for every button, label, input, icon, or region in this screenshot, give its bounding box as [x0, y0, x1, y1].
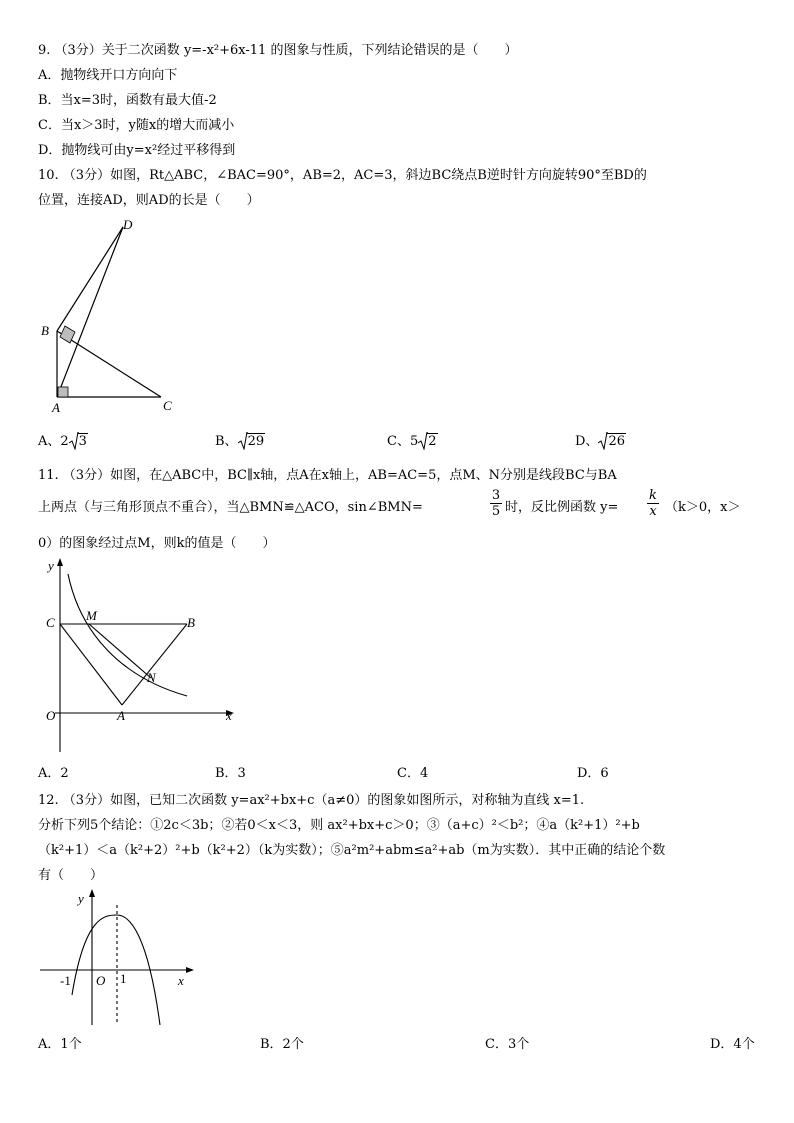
q9-option-a: A．抛物线开口方向向下	[38, 68, 178, 83]
q11-stem-line3: 0）的图象经过点M，则k的值是（ ）	[38, 536, 276, 551]
segment-mn	[89, 624, 151, 678]
fraction-numerator: k	[649, 488, 657, 503]
hyperbola-curve	[68, 574, 187, 696]
label-o: O	[96, 973, 106, 988]
q12-parabola-figure	[30, 885, 200, 1030]
q11-stem-line2-a: 上两点（与三角形顶点不重合），当△BMN≌△ACO，sin∠BMN=	[38, 500, 423, 515]
q12-stem-line1: 12. （3分）如图，已知二次函数 y=ax²+bx+c（a≠0）的图象如图所示，对称轴为直线 x=1.	[38, 793, 585, 808]
fraction-denominator: 5	[491, 504, 501, 519]
radical-sign-icon	[598, 432, 608, 450]
q11-coordinate-figure	[30, 552, 240, 757]
label-d: D	[123, 217, 133, 232]
q11-option-d: D．6	[577, 766, 609, 781]
q11-option-b: B．3	[215, 766, 246, 781]
label-x: x	[226, 708, 232, 723]
q11-option-c: C．4	[397, 766, 429, 781]
q11-stem-line2-b: 时，反比例函数 y=	[505, 500, 619, 515]
fraction-denominator: x	[647, 503, 659, 519]
segment-ad	[57, 227, 123, 397]
y-axis-arrow-icon	[57, 558, 63, 566]
label-y: y	[78, 891, 84, 906]
segment-bc	[57, 331, 161, 397]
label-b: B	[187, 615, 195, 630]
radical-sign-icon	[418, 432, 428, 450]
label-b: B	[41, 323, 49, 338]
label-c: C	[163, 398, 172, 413]
q10-triangle-figure	[30, 210, 200, 420]
q10-stem-line2: 位置，连接AD，则AD的长是（ ）	[38, 193, 260, 208]
radical-sign-icon	[69, 432, 79, 450]
q10-stem-line1: 10. （3分）如图，Rt△ABC，∠BAC=90°，AB=2，AC=3，斜边BC绕点B逆时针方向旋转90°至BD的	[38, 168, 647, 183]
label-a: A	[52, 400, 60, 415]
q12-stem-line4: 有（ ）	[38, 868, 104, 883]
radical-sign-icon	[238, 432, 248, 450]
y-axis-arrow-icon	[89, 889, 95, 897]
label-y: y	[48, 558, 54, 573]
q10-option-d: D、 26	[575, 434, 625, 449]
label-n: N	[147, 670, 156, 685]
q11-option-a: A．2	[38, 766, 69, 781]
q10-option-c: C、5 2	[387, 434, 437, 449]
q9-option-b: B．当x=3时，函数有最大值-2	[38, 93, 217, 108]
q12-option-c: C．3个	[485, 1037, 530, 1052]
q9-option-d: D．抛物线可由y=x²经过平移得到	[38, 143, 236, 158]
label-x: x	[178, 973, 184, 988]
q11-fraction-sin	[490, 488, 502, 519]
fraction-numerator: 3	[491, 488, 501, 503]
label-minus1: -1	[60, 973, 71, 988]
q11-fraction-k-over-x	[647, 488, 659, 519]
q9-stem: 9. （3分）关于二次函数 y=-x²+6x-11 的图象与性质，下列结论错误的是（ ）	[38, 43, 518, 58]
label-one: 1	[120, 971, 127, 986]
q12-option-b: B．2个	[260, 1037, 304, 1052]
q11-stem-line1: 11. （3分）如图，在△ABC中，BC∥x轴，点A在x轴上，AB=AC=5，点M、N分别是线段BC与BA	[38, 468, 617, 483]
segment-bd	[57, 227, 123, 331]
segment-ca	[60, 624, 122, 705]
right-angle-a	[58, 387, 68, 397]
label-c: C	[46, 615, 55, 630]
q10-option-b: B、 29	[215, 434, 265, 449]
q12-option-d: D．4个	[710, 1037, 755, 1052]
label-m: M	[86, 608, 97, 623]
label-a: A	[117, 708, 125, 723]
q12-stem-line2: 分析下列5个结论：①2c＜3b；②若0＜x＜3，则 ax²+bx+c＞0；③（a+c）²＜b²；④a（k²+1）²+b	[38, 818, 640, 833]
q12-stem-line3: （k²+1）＜a（k²+2）²+b（k²+2）（k为实数）；⑤a²m²+abm≤a²+ab（m为实数）．其中正确的结论个数	[38, 843, 666, 858]
q12-option-a: A．1个	[38, 1037, 82, 1052]
x-axis-arrow-icon	[186, 967, 194, 973]
q10-option-a: A、2 3	[38, 434, 87, 449]
q11-stem-line2-c: （k＞0，x＞	[665, 500, 741, 515]
label-o: O	[46, 708, 56, 723]
q9-option-c: C．当x＞3时，y随x的增大而减小	[38, 118, 235, 133]
